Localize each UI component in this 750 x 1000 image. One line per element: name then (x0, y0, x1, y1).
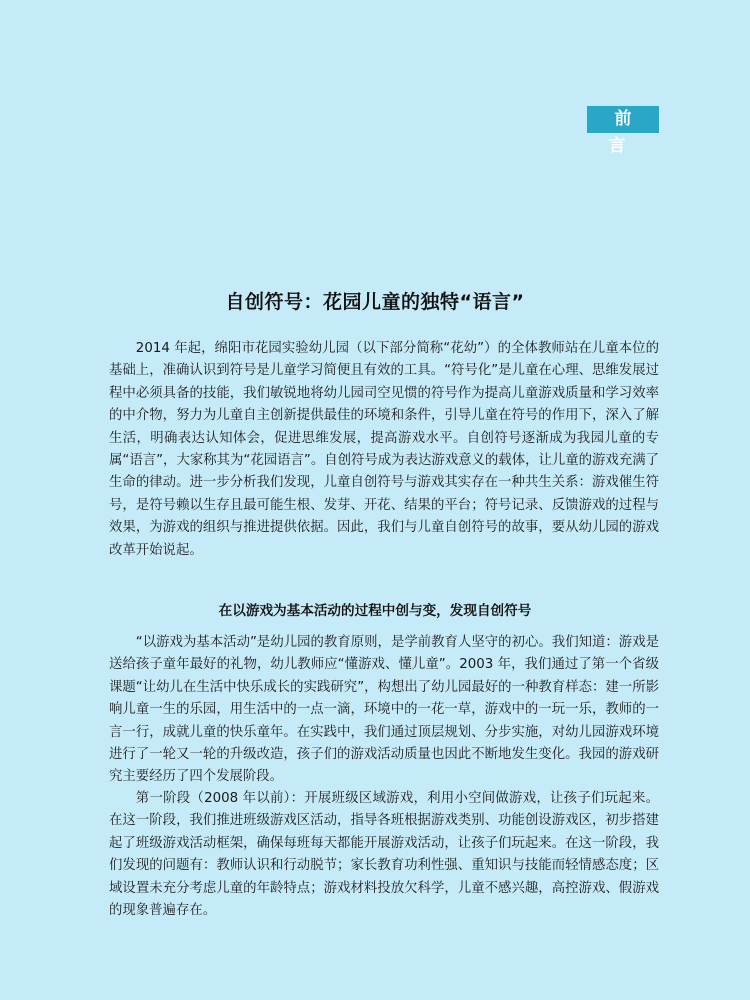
section-label-badge: 前 言 (587, 106, 659, 133)
article-title: 自创符号：花园儿童的独特“语言” (225, 291, 525, 313)
body-paragraph: “以游戏为基本活动”是幼儿园的教育原则，是学前教育人坚守的初心。我们知道：游戏是送给孩子童年最好的礼物，幼儿教师应“懂游戏、懂儿童”。2003 年，我们通过了第一个省级课题“让幼儿在生活中快乐成长的实践研究”，构想出了幼儿园最好的一种教育样态：建一所影响儿童一生的乐园，用生活中的一点一滴，环境中的一花一草，游戏中的一玩一乐，教师的一言一行，成就儿童的快乐童年。在实践中，我们通过顶层规划、分步实施，对幼儿园游戏环境进行了一轮又一轮的升级改造，孩子们的游戏活动质量也因此不断地发生变化。我园的游戏研究主要经历了四个发展阶段。 (109, 635, 659, 785)
body-paragraph: 第一阶段（2008 年以前）：开展班级区域游戏，利用小空间做游戏，让孩子们玩起来。在这一阶段，我们推进班级游戏区活动，指导各班根据游戏类别、功能创设游戏区，初步搭建起了班级游戏活动框架，确保每班每天都能开展游戏活动，让孩子们玩起来。在这一阶段，我们发现的问题有：教师认识和行动脱节；家长教育功利性强、重知识与技能而轻情感态度；区域设置未充分考虑儿童的年龄特点；游戏材料投放欠科学，儿童不感兴趣，高控游戏、假游戏的现象普遍存在。 (109, 791, 659, 919)
section-subheading: 在以游戏为基本活动的过程中创与变，发现自创符号 (218, 603, 532, 619)
body-paragraph: 2014 年起，绵阳市花园实验幼儿园（以下部分简称“花幼”）的全体教师站在儿童本位的基础上，准确认识到符号是儿童学习简便且有效的工具。“符号化”是儿童在心理、思维发展过程中必须具备的技能，我们敏锐地将幼儿园司空见惯的符号作为提高儿童游戏质量和学习效率的中介物，努力为儿童自主创新提供最佳的环境和条件，引导儿童在符号的作用下，深入了解生活，明确表达认知体会，促进思维发展，提高游戏水平。自创符号逐渐成为我园儿童的专属“语言”，大家称其为“花园语言”。自创符号成为表达游戏意义的载体，让儿童的游戏充满了生命的律动。进一步分析我们发现，儿童自创符号与游戏其实存在一种共生关系：游戏催生符号，是符号赖以生存且最可能生根、发芽、开花、结果的平台；符号记录、反馈游戏的过程与效果，为游戏的组织与推进提供依据。因此，我们与儿童自创符号的故事，要从幼儿园的游戏改革开始说起。 (109, 341, 659, 558)
